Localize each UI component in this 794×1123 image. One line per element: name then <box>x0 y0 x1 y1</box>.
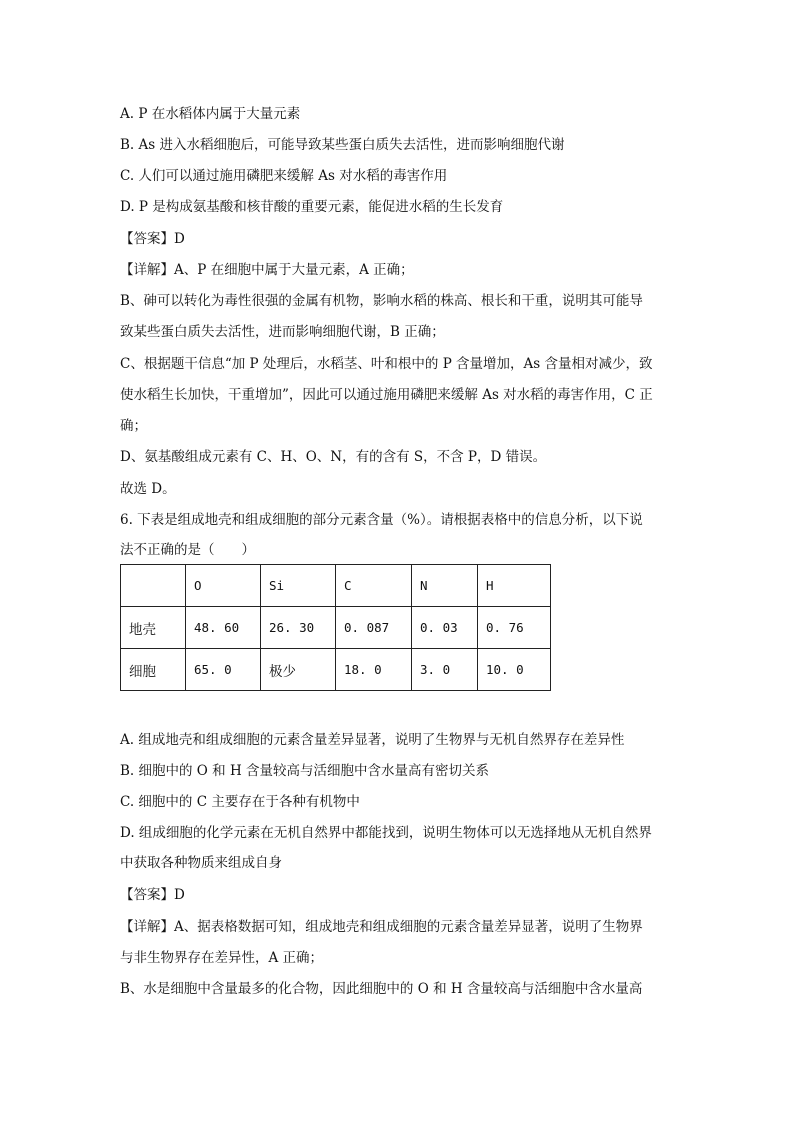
explanation-line: 与非生物界存在差异性，A 正确； <box>120 950 324 966</box>
explanation-line: 确； <box>120 418 147 434</box>
table-cell: 18. 0 <box>336 649 412 691</box>
table-row <box>121 607 551 649</box>
table-cell: 极少 <box>261 649 336 691</box>
table-header-row <box>121 565 551 607</box>
table-cell: O <box>186 565 261 607</box>
table-cell: N <box>412 565 478 607</box>
option-a: A. P 在水稻体内属于大量元素 <box>120 106 301 122</box>
answer-label: 【答案】D <box>120 887 185 903</box>
table-cell: 地壳 <box>121 607 186 649</box>
explanation-line: C、根据题干信息“加 P 处理后，水稻茎、叶和根中的 P 含量增加，As 含量相对减少，致 <box>120 356 653 372</box>
question-stem: 6. 下表是组成地壳和组成细胞的部分元素含量（%）。请根据表格中的信息分析，以下说 <box>120 512 643 528</box>
table-cell: 细胞 <box>121 649 186 691</box>
option-b: B. As 进入水稻细胞后，可能导致某些蛋白质失去活性，进而影响细胞代谢 <box>120 137 565 153</box>
explanation-line: B、砷可以转化为毒性很强的金属有机物，影响水稻的株高、根长和干重，说明其可能导 <box>120 293 643 309</box>
table-cell: 26. 30 <box>261 607 336 649</box>
conclusion-line: 故选 D。 <box>120 481 176 497</box>
table-cell: C <box>336 565 412 607</box>
table-cell: 48. 60 <box>186 607 261 649</box>
answer-label: 【答案】D <box>120 231 185 247</box>
explanation-line: B、水是细胞中含量最多的化合物，因此细胞中的 O 和 H 含量较高与活细胞中含水量高 <box>120 981 643 997</box>
table-cell: H <box>478 565 551 607</box>
option-b: B. 细胞中的 O 和 H 含量较高与活细胞中含水量高有密切关系 <box>120 763 490 779</box>
table-cell: 3. 0 <box>412 649 478 691</box>
option-c: C. 人们可以通过施用磷肥来缓解 As 对水稻的毒害作用 <box>120 168 448 184</box>
table-cell <box>121 565 186 607</box>
explanation-line: 致某些蛋白质失去活性，进而影响细胞代谢，B 正确； <box>120 324 445 340</box>
table-cell: 0. 03 <box>412 607 478 649</box>
question-stem: 法不正确的是（ ） <box>120 542 255 558</box>
element-content-table <box>120 564 551 691</box>
table-cell: 65. 0 <box>186 649 261 691</box>
explanation-line: 【详解】A、P 在细胞中属于大量元素，A 正确； <box>120 262 414 278</box>
table-cell: 0. 76 <box>478 607 551 649</box>
option-c: C. 细胞中的 C 主要存在于各种有机物中 <box>120 794 360 810</box>
explanation-line: D、氨基酸组成元素有 C、H、O、N，有的含有 S，不含 P，D 错误。 <box>120 449 547 465</box>
table-cell: Si <box>261 565 336 607</box>
table-cell: 10. 0 <box>478 649 551 691</box>
option-d: D. 组成细胞的化学元素在无机自然界中都能找到，说明生物体可以无选择地从无机自然界 <box>120 825 652 841</box>
table-row <box>121 649 551 691</box>
explanation-line: 使水稻生长加快，干重增加”，因此可以通过施用磷肥来缓解 As 对水稻的毒害作用，C 正 <box>120 387 653 403</box>
option-d-continued: 中获取各种物质来组成自身 <box>120 855 282 871</box>
explanation-line: 【详解】A、据表格数据可知，组成地壳和组成细胞的元素含量差异显著，说明了生物界 <box>120 919 643 935</box>
option-d: D. P 是构成氨基酸和核苷酸的重要元素，能促进水稻的生长发育 <box>120 199 504 215</box>
option-a: A. 组成地壳和组成细胞的元素含量差异显著，说明了生物界与无机自然界存在差异性 <box>120 732 625 748</box>
table-cell: 0. 087 <box>336 607 412 649</box>
